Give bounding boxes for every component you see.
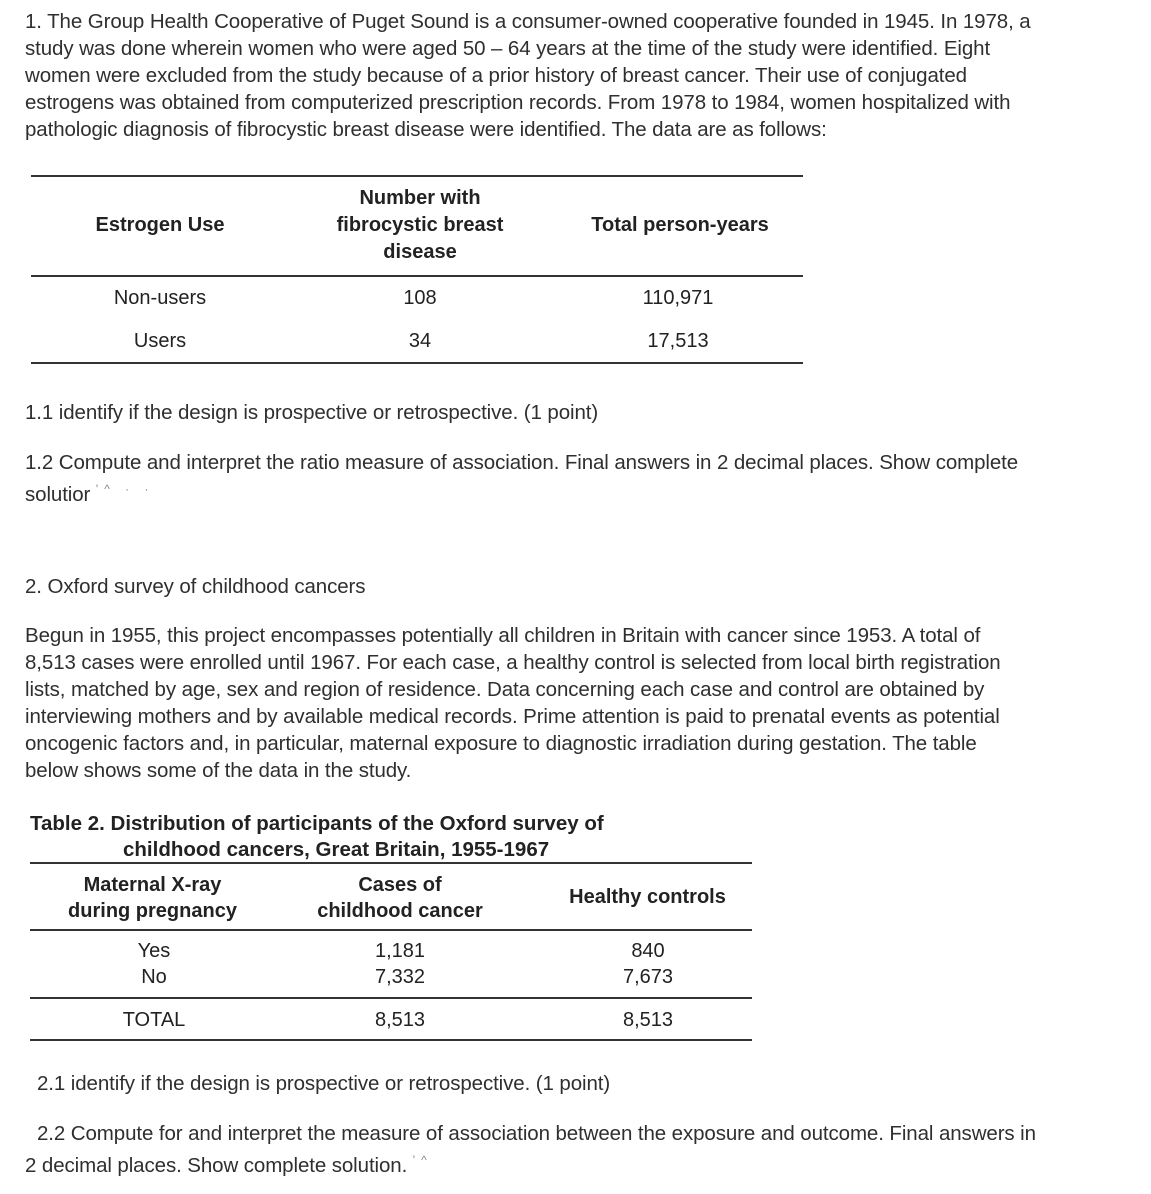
section2-title: 2. Oxford survey of childhood cancers — [25, 575, 366, 598]
header-maternal-xray: Maternal X-ray during pregnancy — [68, 874, 237, 922]
estrogen-table — [0, 0, 1151, 400]
section2-intro — [25, 622, 1001, 784]
row-yes-controls: 840 — [631, 940, 665, 962]
cutoff-points-text: '^ · · — [95, 482, 155, 496]
row-no-exposure: No — [141, 966, 167, 988]
row-nonusers-person-years: 110,971 — [642, 287, 714, 309]
intro-line: below shows some of the data in the study. — [25, 759, 412, 782]
row-total-label: TOTAL — [122, 1009, 186, 1031]
intro-line: 1. The Group Health Cooperative of Puget Sound is a consumer-owned cooperative founded in 1945. In 1978, a — [25, 10, 1031, 33]
question-1-1: 1.1 identify if the design is prospective or retrospective. (1 point) — [25, 401, 599, 424]
table-bottom-rule — [31, 362, 803, 364]
table-top-rule — [31, 175, 803, 177]
intro-line: pathologic diagnosis of fibrocystic breast disease were identified. The data are as follows: — [25, 118, 827, 141]
header-estrogen-use: Estrogen Use — [95, 214, 225, 236]
row-no-controls: 7,673 — [622, 966, 674, 988]
row-total-controls: 8,513 — [622, 1009, 674, 1031]
table-top-rule — [30, 862, 752, 864]
row-yes-exposure: Yes — [137, 940, 171, 962]
intro-line: interviewing mothers and by available medical records. Prime attention is paid to prenatal events as potential — [25, 705, 1000, 728]
question-1-2: 1.2 Compute and interpret the ratio measure of association. Final answers in 2 decimal places. Show complete solutior '^ · · — [25, 451, 1019, 506]
question-2-1: 2.1 identify if the design is prospective or retrospective. (1 point) — [37, 1072, 611, 1095]
intro-line: Begun in 1955, this project encompasses potentially all children in Britain with cancer since 1953. A total of — [25, 624, 981, 647]
intro-line: 8,513 cases were enrolled until 1967. For each case, a healthy control is selected from local birth registration — [25, 651, 1001, 674]
row-total-cases: 8,513 — [374, 1009, 426, 1031]
intro-line: lists, matched by age, sex and region of residence. Data concerning each case and control are obtained by — [25, 678, 985, 701]
question-2-2: 2.2 Compute for and interpret the measure of association between the exposure and outcome. Final answers in 2 decimal places. Show complete solution. '^ — [25, 1122, 1036, 1177]
row-nonusers-group: Non-users — [113, 287, 207, 309]
header-cases: Cases of childhood cancer — [317, 874, 483, 922]
table-header-rule — [30, 929, 752, 931]
row-users-cases: 34 — [408, 330, 432, 352]
row-users-group: Users — [133, 330, 187, 352]
row-users-person-years: 17,513 — [647, 330, 709, 352]
intro-line: women were excluded from the study because of a prior history of breast cancer. Their use of conjugated — [25, 64, 967, 87]
intro-line: oncogenic factors and, in particular, maternal exposure to diagnostic irradiation during gestation. The table — [25, 732, 977, 755]
table-bottom-rule — [30, 1039, 752, 1041]
intro-line: estrogens was obtained from computerized prescription records. From 1978 to 1984, women hospitalized with — [25, 91, 1011, 114]
table-total-rule — [30, 997, 752, 999]
row-no-cases: 7,332 — [374, 966, 426, 988]
header-number-with-disease: Number with fibrocystic breast disease — [336, 187, 504, 263]
intro-line: study was done wherein women who were aged 50 – 64 years at the time of the study were identified. Eight — [25, 37, 991, 60]
cutoff-points-text: '^ — [412, 1153, 433, 1167]
table-header-rule — [31, 275, 803, 277]
table-caption: Table 2. Distribution of participants of the Oxford survey of childhood cancers, Great Britain, 1955-1967 — [30, 812, 604, 861]
header-total-person-years: Total person-years — [591, 214, 769, 236]
row-nonusers-cases: 108 — [403, 287, 437, 309]
row-yes-cases: 1,181 — [374, 940, 426, 962]
header-healthy-controls: Healthy controls — [569, 886, 726, 908]
